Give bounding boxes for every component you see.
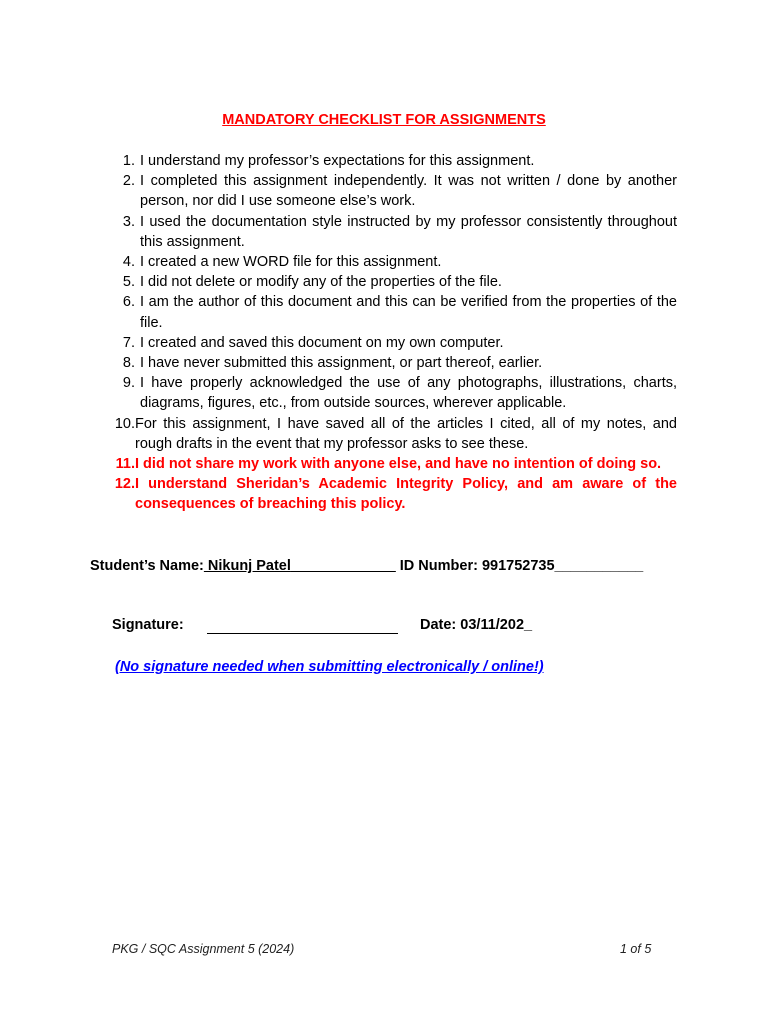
checklist-item [105,151,677,171]
item-text: I am the author of this document and this can be verified from the properties of the file. [140,294,677,331]
item-number: 6. [122,294,135,311]
item-number: 1. [122,153,135,169]
item-number: 2. [122,173,135,190]
student-info-line [90,558,643,574]
item-number: 9. [122,375,135,392]
signature-note: (No signature needed when submitting electronically / online!) [115,659,544,675]
checklist-item-emphasis [105,454,677,474]
item-number: 3. [122,213,135,230]
item-number: 12. [114,476,135,493]
checklist-item [105,414,677,454]
footer-course: PKG / SQC Assignment 5 (2024) [112,942,295,956]
signature-label: Signature: [112,617,184,633]
item-text: For this assignment, I have saved all of the articles I cited, all of my notes, and rough drafts in the event that my professor asks to see these. [135,415,677,452]
document-title: MANDATORY CHECKLIST FOR ASSIGNMENTS [222,112,546,128]
item-number: 5. [122,274,135,291]
checklist-item [105,333,677,353]
item-text: I created a new WORD file for this assignment. [140,254,442,271]
id-number-value: 991752735 [481,558,555,574]
item-number: 7. [122,334,135,351]
item-number: 11. [115,456,135,473]
item-text: I did not share my work with anyone else, and have no intention of doing so. [135,456,662,473]
checklist-item [105,272,677,292]
checklist-item [105,373,677,413]
checklist-item [105,353,677,373]
checklist-item [105,212,677,252]
checklist-item [105,171,677,211]
student-name-label: Student’s Name: [90,558,204,574]
item-number: 8. [122,355,135,372]
student-name-fill: _____________ [290,558,396,574]
checklist-item [105,292,677,332]
signature-field[interactable] [207,633,398,634]
student-name-field[interactable] [204,558,396,574]
item-text: I used the documentation style instructed by my professor consistently throughout this assignment. [140,213,677,250]
checklist-item [105,252,677,272]
item-text: I have properly acknowledged the use of any photographs, illustrations, charts, diagrams, figures, etc., from outside sources, wherever applicable. [140,375,677,412]
date-fill: _ [524,617,533,633]
date-value: 03/11/202 [460,617,525,633]
item-number: 10. [114,415,135,432]
id-number-fill: ___________ [554,558,644,574]
item-text: I completed this assignment independently. It was not written / done by another person, nor did I use someone else’s work. [140,173,677,210]
item-text: I understand my professor’s expectations for this assignment. [140,153,535,169]
date-line [420,617,532,633]
checklist-item-emphasis [105,474,677,514]
item-text: I have never submitted this assignment, or part thereof, earlier. [140,355,543,372]
item-text: I created and saved this document on my own computer. [140,334,504,351]
student-name-value: Nikunj Patel [203,558,291,574]
checklist [105,151,677,515]
item-text: I did not delete or modify any of the properties of the file. [140,274,502,291]
footer-page-number: 1 of 5 [620,942,652,956]
item-number: 4. [122,254,135,271]
item-text: I understand Sheridan’s Academic Integrity Policy, and am aware of the consequences of breaching this policy. [135,476,677,513]
date-label: Date: [420,617,461,633]
id-number-label: ID Number: [395,558,482,574]
